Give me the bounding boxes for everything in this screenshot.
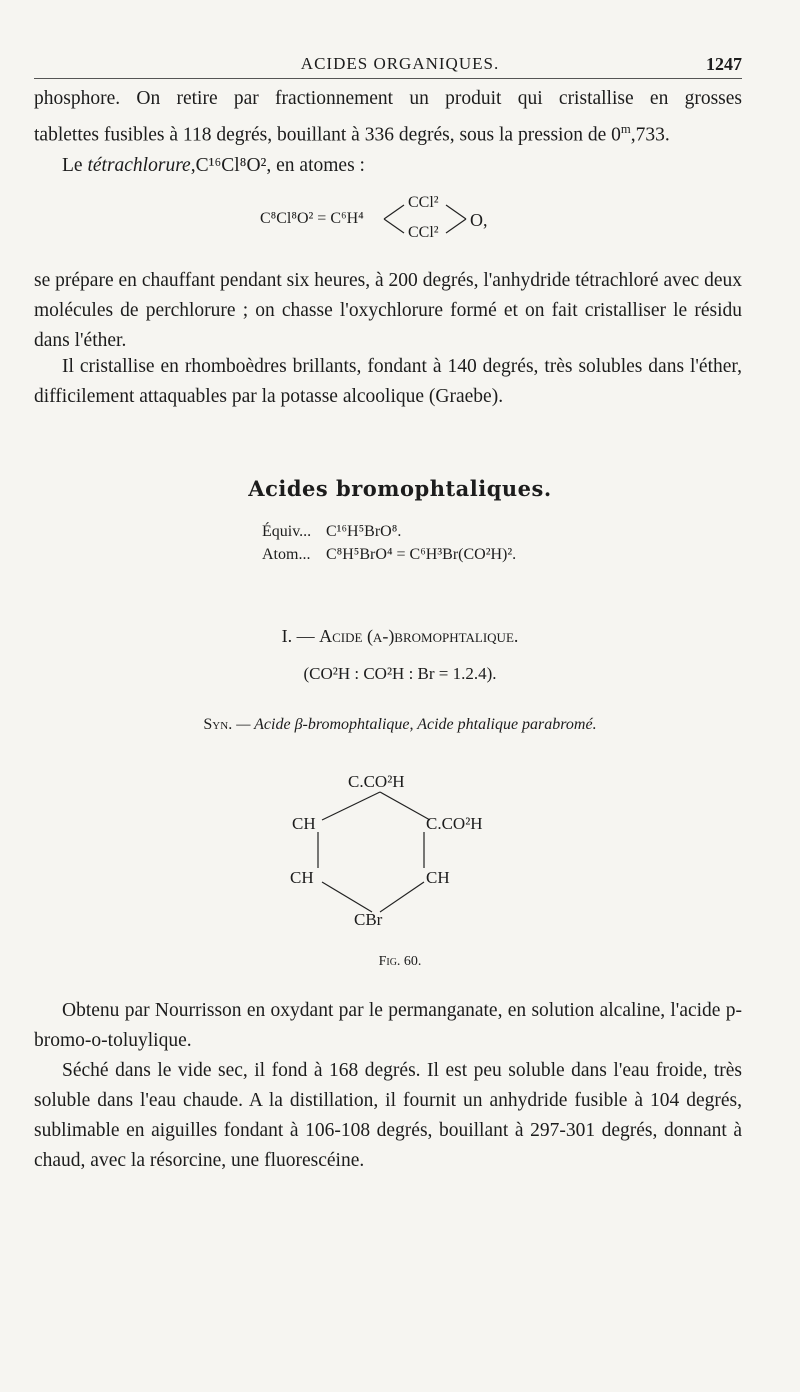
- running-header: [0, 52, 800, 78]
- benzene-ring-bonds: [280, 770, 520, 950]
- tetrachloride-formula: [260, 192, 540, 246]
- running-title: ACIDES ORGANIQUES.: [300, 54, 500, 73]
- text-span: ,733.: [630, 124, 670, 146]
- formula-bracket-lines: [260, 192, 540, 246]
- formula-left: C⁸Cl⁸O² = C⁶H⁴: [260, 210, 364, 227]
- atom-bottom: CBr: [354, 910, 383, 929]
- compound-name: tétrachlorure: [87, 154, 191, 176]
- atom-lower-right: CH: [426, 868, 450, 887]
- text-line: phosphore. On retire par fractionnement un produit qui cristallise en grosses: [34, 88, 742, 109]
- figure-caption: Fig. 60.: [378, 954, 422, 969]
- structure-figure: [280, 770, 520, 950]
- subsection-number: I. —: [281, 626, 320, 646]
- atom-upper-right: C.CO²H: [426, 814, 483, 833]
- subsection-title: [0, 626, 800, 647]
- text-span: tablettes fusibles à 118 degrés, bouillant à 336 degrés, sous la pression de 0: [34, 124, 621, 146]
- atom-upper-left: CH: [292, 814, 316, 833]
- text-line: [34, 151, 742, 181]
- equiv-formula: C¹⁶H⁵BrO⁸.: [326, 523, 402, 540]
- position-formula: (CO²H : CO²H : Br = 1.2.4).: [303, 664, 497, 683]
- text-line: [34, 114, 742, 151]
- formula-top-group: CCl²: [408, 194, 439, 211]
- equiv-label: Équiv...: [262, 523, 312, 540]
- text-span: Le: [62, 154, 88, 176]
- paragraph-origin: [34, 996, 742, 1056]
- paragraph-text: Il cristallise en rhomboèdres brillants, fondant à 140 degrés, très solubles dans l'éther, difficilement attaquables par la potasse alcoolique (Graebe).: [34, 356, 742, 407]
- paragraph-text: se prépare en chauffant pendant six heures, à 200 degrés, l'anhydride tétrachloré avec deux molécules de perchlorure ; on chasse l'oxychlorure formé et on fait cristalliser le résidu dans l'éther.: [34, 270, 742, 351]
- paragraph-text: Obtenu par Nourrisson en oxydant par le permanganate, en solution alcaline, l'acide p-bromo-o-toluylique.: [34, 1000, 742, 1051]
- paragraph-preparation: [34, 266, 742, 356]
- syn-label: Syn.: [203, 716, 233, 733]
- formula-bottom-group: CCl²: [408, 224, 439, 241]
- atom-lower-left: CH: [290, 868, 314, 887]
- paragraph-physical-properties: [34, 1056, 742, 1176]
- formula-right: O,: [470, 210, 488, 230]
- synonyms-line: [0, 716, 800, 734]
- paragraph-text: Séché dans le vide sec, il fond à 168 degrés. Il est peu soluble dans l'eau froide, très soluble dans l'eau chaude. A la distillation, il fournit un anhydride fusible à 104 degrés, sublimable en aiguilles fondant à 106-108 degrés, bouillant à 297-301 degrés, donnant à chaud, avec la résorcine, une fluorescéine.: [34, 1060, 742, 1171]
- atom-formula: C⁸H⁵BrO⁴ = C⁶H³Br(CO²H)².: [326, 546, 517, 563]
- header-rule: [34, 78, 742, 79]
- syn-text: — Acide β-bromophtalique, Acide phtalique parabromé.: [232, 716, 597, 733]
- paragraph-intro: [34, 84, 742, 181]
- subsection-name: Acide (a-)bromophtalique.: [319, 626, 519, 646]
- atom-label: Atom...: [262, 546, 311, 563]
- paragraph-properties: [34, 352, 742, 412]
- compound-formula: ,C¹⁶Cl⁸O²: [190, 154, 267, 176]
- section-heading: Acides bromophtaliques.: [248, 476, 552, 501]
- text-span: , en atomes :: [266, 154, 365, 176]
- atom-top: C.CO²H: [348, 772, 405, 791]
- unit-superscript: m: [620, 122, 631, 136]
- page-number: 1247: [706, 54, 742, 74]
